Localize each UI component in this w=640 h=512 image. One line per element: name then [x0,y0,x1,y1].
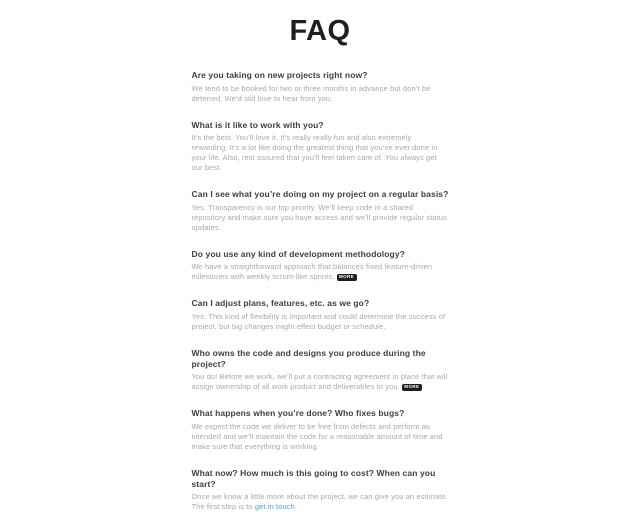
faq-item [192,468,449,512]
faq-question: Can I adjust plans, features, etc. as we go? [191,298,370,309]
faq-answer-text: You do! Before we work, we’ll put a contracting agreement in place that will assign ownership of all work product and deliverables to you. [191,372,448,392]
faq-item [192,408,449,452]
faq-answer [192,312,449,332]
faq-answer-text: We tend to be booked for two or three months in advance but don’t be deterred. We’d still love to hear from you. [191,83,431,103]
faq-answer-text: We expect the code we deliver to be free from defects and perform as intended and we’ll maintain the code for a reasonable amount of time and make sure that everything is working. [191,421,443,451]
faq-answer [192,203,449,233]
faq-item [192,120,449,174]
faq-answer [192,372,449,392]
faq-question: What is it like to work with you? [191,119,324,130]
faq-answer [192,492,449,512]
get-in-touch-link[interactable]: get in touch. [254,502,298,512]
faq-answer-text: Yes. This kind of flexibility is important and could determine the success of project, but big changes might effect budget or schedule. [191,312,446,332]
faq-list [192,70,449,512]
faq-question: Do you use any kind of development methodology? [191,248,405,259]
faq-question: What now? How much is this going to cost? When can you start? [191,467,436,489]
more-badge[interactable]: MORE [337,274,357,282]
faq-answer [192,262,449,282]
faq-answer-text: We have a straightforward approach that balances fixed feature-driven milestones with weekly scrum-like sprints. [191,262,433,282]
faq-answer-text: Once we know a little more about the project, we can give you an estimate. The first step is to [191,492,448,512]
faq-answer-text: Yes. Transparency is our top priority. We’ll keep code in a shared repository and make sure you have access and we’ll provide regular status updates. [191,202,447,232]
page-title: FAQ [289,15,351,47]
faq-answer [192,422,449,452]
faq-question: Who owns the code and designs you produce during the project? [191,348,426,369]
faq-item [192,249,449,283]
faq-answer [192,84,449,104]
faq-answer [192,133,449,173]
faq-item [192,298,449,332]
faq-answer-text: It’s the best. You’ll love it. It’s really really fun and also extremely rewarding. It’s a lot like doing the greatest thing that you’ve ever done in your life. Also, rest assured that you’ll feel taken care of. You always get our best. [191,133,438,173]
more-badge[interactable]: MORE [402,384,422,392]
faq-item [192,70,449,104]
faq-question: Are you taking on new projects right now? [191,69,368,80]
faq-item [192,348,449,392]
faq-item [192,189,449,233]
faq-question: What happens when you’re done? Who fixes bugs? [191,408,405,419]
faq-question: Can I see what you’re doing on my project on a regular basis? [191,189,449,200]
